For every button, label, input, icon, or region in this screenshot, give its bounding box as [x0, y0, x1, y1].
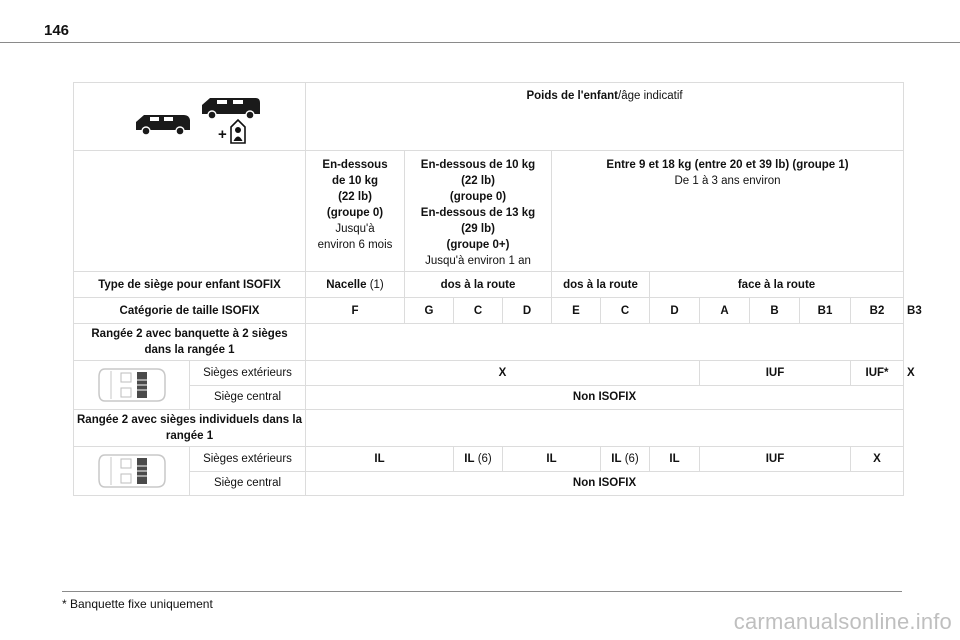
size-class: D [503, 298, 552, 324]
individual-outer-value: IL [650, 447, 700, 472]
rear-facing-cell-2: dos à la route [552, 272, 650, 298]
top-rule [0, 42, 960, 43]
individual-outer-value: IL [503, 447, 601, 472]
group-1-cell: Entre 9 et 18 kg (entre 20 et 39 lb) (groupe 1) De 1 à 3 ans environ [552, 151, 904, 272]
nacelle-cell: Nacelle (1) [306, 272, 405, 298]
rear-facing-cell-1: dos à la route [405, 272, 552, 298]
size-class: C [601, 298, 650, 324]
weight-title: Poids de l'enfant [526, 90, 618, 102]
size-class: B1 [800, 298, 851, 324]
vehicle-icons-cell [74, 83, 306, 151]
bench-central-label: Siège central [190, 385, 306, 410]
individual-outer-value: IL [306, 447, 454, 472]
seat-type-label: Type de siège pour enfant ISOFIX [74, 272, 306, 298]
size-class: B2 [851, 298, 904, 324]
page-number: 146 [44, 22, 70, 39]
individual-outer-label: Sièges extérieurs [190, 447, 306, 472]
size-class: E [552, 298, 601, 324]
individual-section-title: Rangée 2 avec sièges individuels dans la rangée 1 [74, 410, 306, 447]
size-class: B [750, 298, 800, 324]
bench-section-title: Rangée 2 avec banquette à 2 sièges dans la rangée 1 [74, 324, 306, 361]
size-class: F [306, 298, 405, 324]
isofix-table: + Poids de l'enfant/âge indicatif En-dessous de 10 kg (22 lb) (groupe 0) Jusqu'à environ 6 mois En-dessous de 10 kg (22 lb) (groupe 0) En-dessous de 13 kg (29 lb) (groupe 0+) Jusqu'à environ 1 an Entre 9 et 18 kg (entre 20 et 39 lb) (groupe 1) De 1 à 3 ans environ Type de siège pour enfant ISOFIX Nacelle (1) dos à la route dos à la route face à la route Catégorie de taille ISOFIX F G C D E C D A B B1 B2 B3 Rangée 2 avec banquette à 2 sièges dans la rangée 1 Sièges extérieurs X IUF IUF* X Siège central Non ISOFIX Rangée 2 avec sièges individuels dans la rangée 1 Sièges extérieurs IL IL (6) IL IL (6) IL IUF X Siège central Non ISOFIX [73, 82, 904, 496]
footnote: * Banquette fixe uniquement [62, 597, 213, 611]
individual-central-value: Non ISOFIX [306, 471, 904, 496]
individual-seat-diagram [74, 447, 190, 496]
bench-outer-value: X [306, 361, 700, 386]
size-class: G [405, 298, 454, 324]
size-class: D [650, 298, 700, 324]
size-class: A [700, 298, 750, 324]
group-0-plus-cell: En-dessous de 10 kg (22 lb) (groupe 0) En-dessous de 13 kg (29 lb) (groupe 0+) Jusqu'à environ 1 an [405, 151, 552, 272]
group-0-cell: En-dessous de 10 kg (22 lb) (groupe 0) Jusqu'à environ 6 mois [306, 151, 405, 272]
size-class: C [454, 298, 503, 324]
weight-subtitle: /âge indicatif [618, 90, 683, 102]
svg-text:+: + [217, 125, 227, 143]
individual-outer-value: X [851, 447, 904, 472]
vans-child-icon [120, 89, 260, 145]
weight-header [306, 83, 904, 151]
bench-outer-value: IUF* [851, 361, 904, 386]
bench-seat-diagram [74, 361, 190, 410]
individual-outer-value: IL (6) [601, 447, 650, 472]
individual-central-label: Siège central [190, 471, 306, 496]
seat-layout-icon [97, 449, 167, 493]
bench-central-value: Non ISOFIX [306, 385, 904, 410]
size-category-label: Catégorie de taille ISOFIX [74, 298, 306, 324]
individual-outer-value: IUF [700, 447, 851, 472]
seat-layout-icon [97, 363, 167, 407]
bench-outer-label: Sièges extérieurs [190, 361, 306, 386]
bench-outer-value: IUF [700, 361, 851, 386]
footer-watermark: carmanualsonline.info [733, 609, 952, 634]
individual-outer-value: IL (6) [454, 447, 503, 472]
forward-facing-cell: face à la route [650, 272, 904, 298]
bottom-rule [62, 591, 902, 592]
